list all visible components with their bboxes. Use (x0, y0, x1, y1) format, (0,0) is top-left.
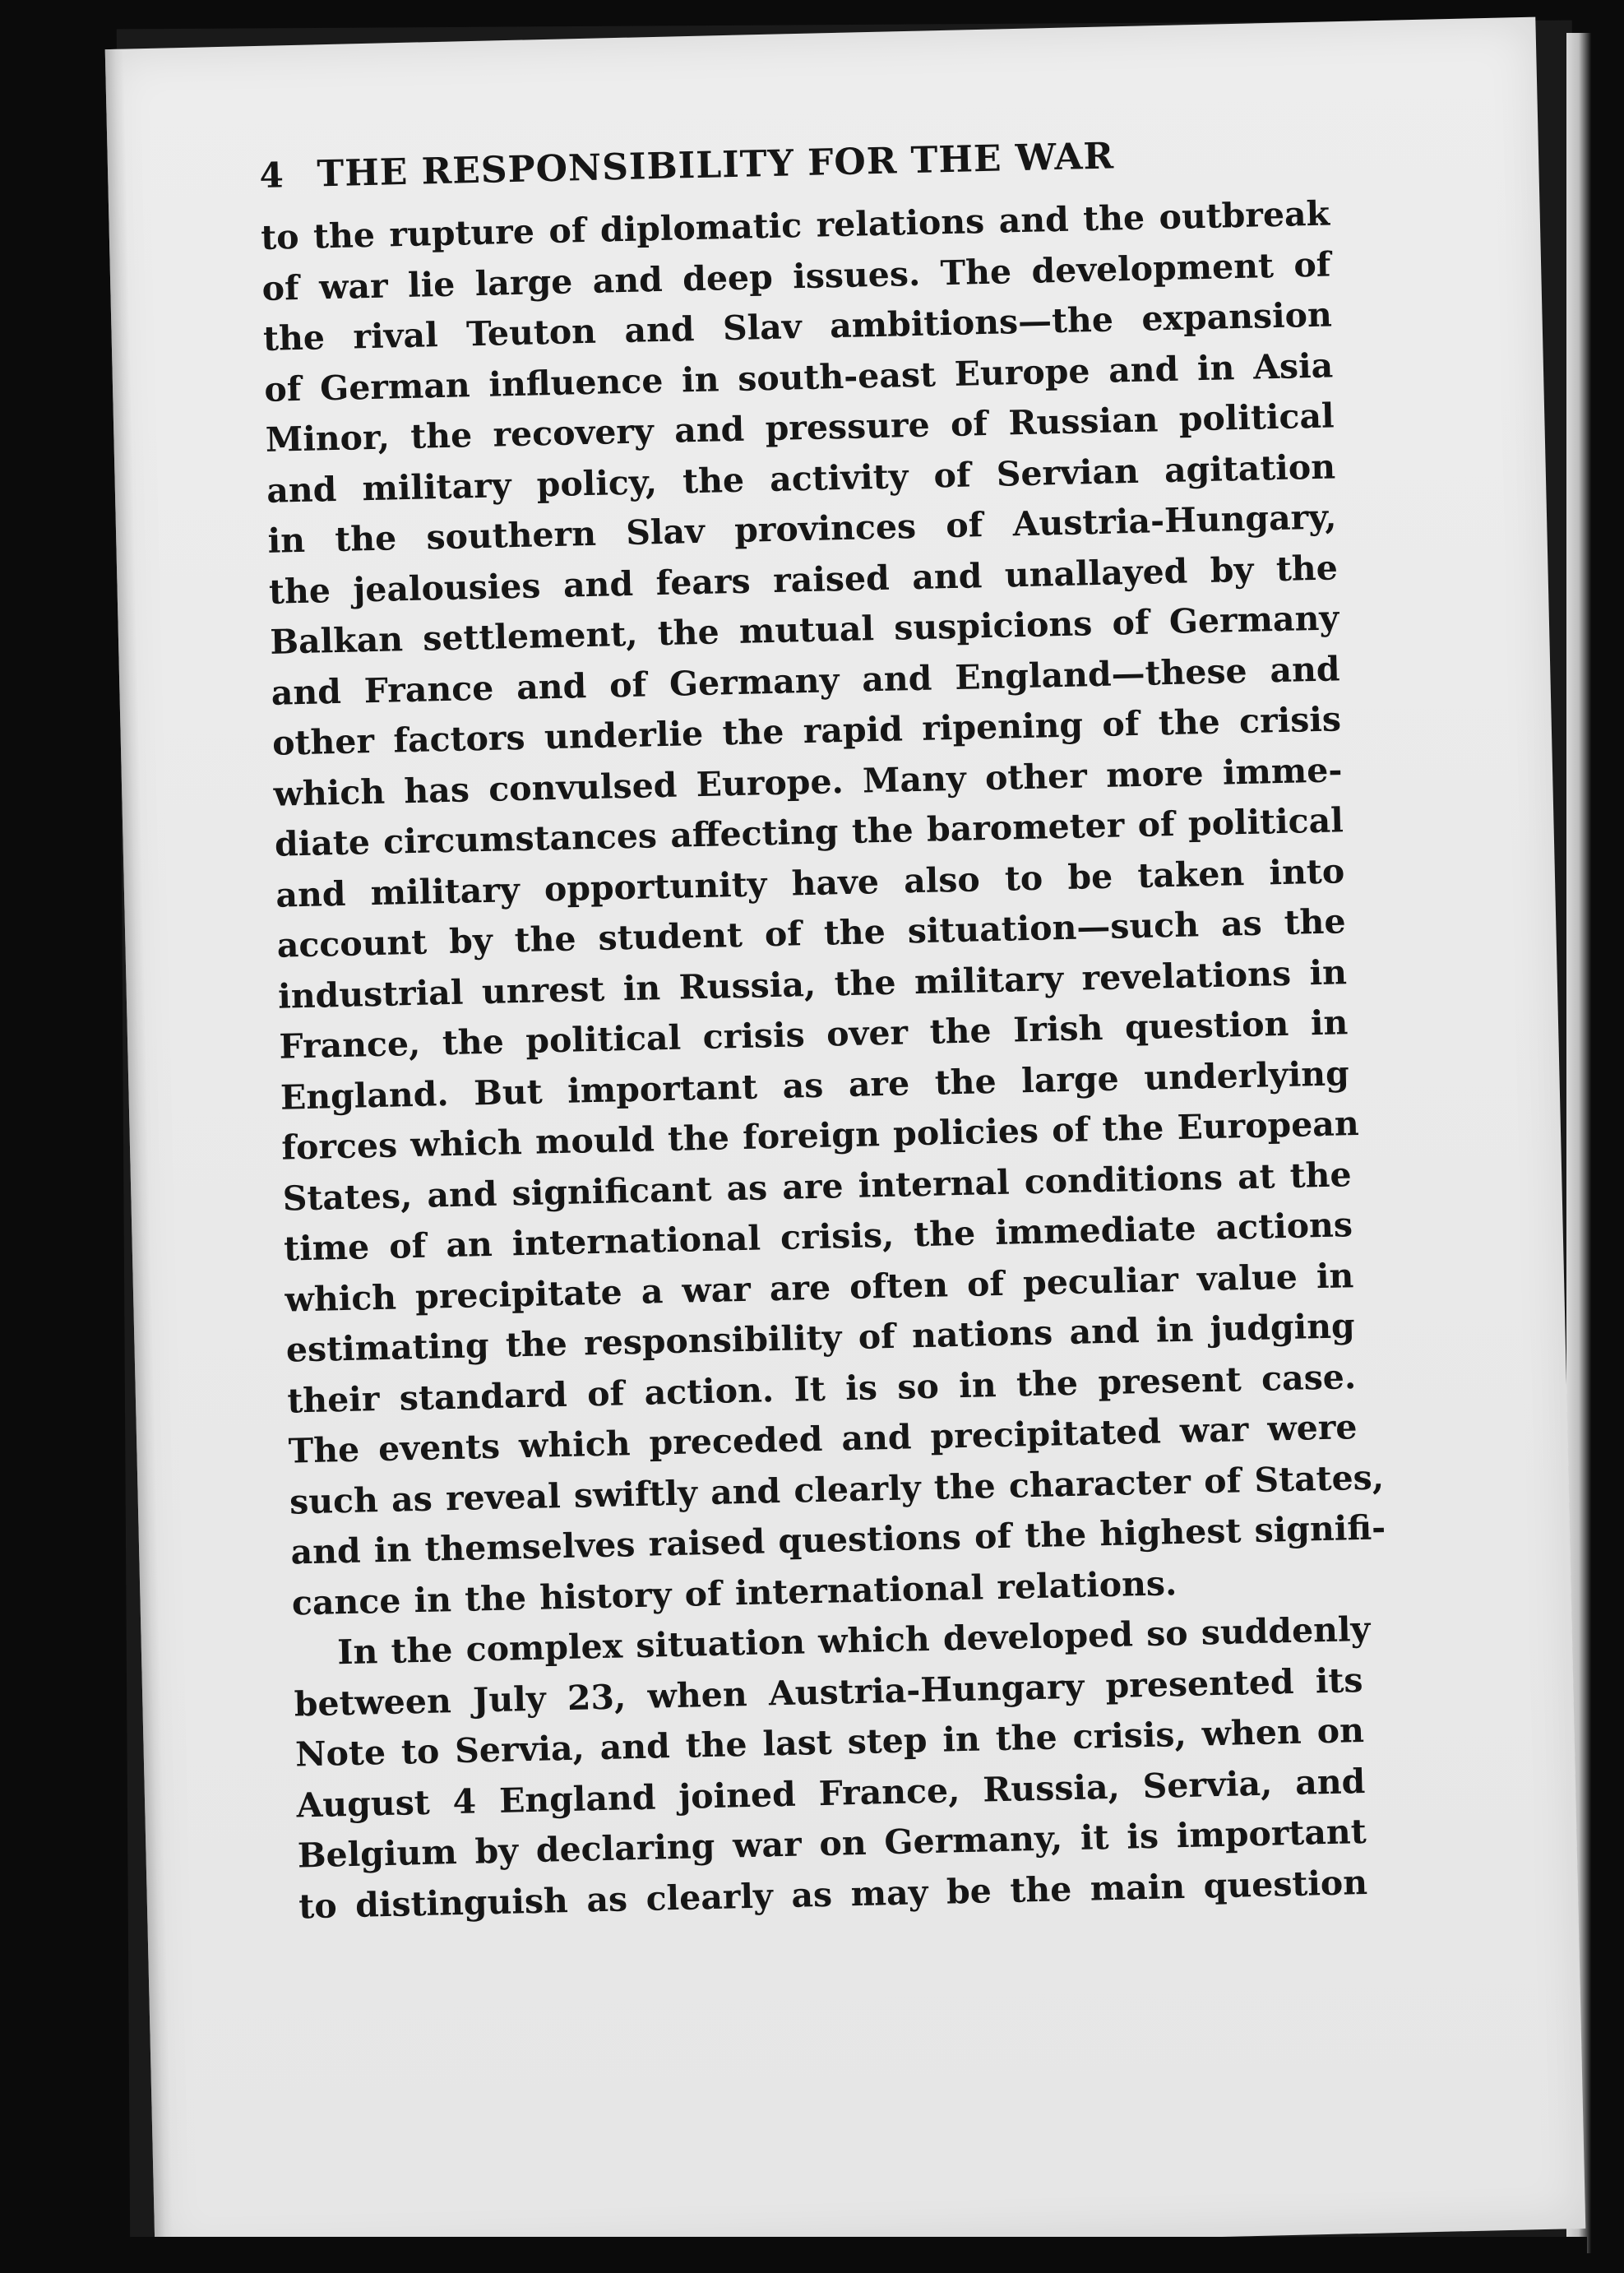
text-line: in the southern Slav provinces of Austria-Hungary, (267, 497, 1337, 561)
text-line: the rival Teuton and Slav ambitions—the expansion (262, 294, 1333, 359)
text-line: France, the political crisis over the Irish question in (279, 1002, 1349, 1067)
text-line: which has convulsed Europe. Many other more imme- (273, 749, 1343, 814)
text-line: August 4 England joined France, Russia, Servia, and (296, 1761, 1366, 1825)
body-text (260, 188, 1386, 1932)
paragraph-1 (260, 188, 1386, 1628)
text-line: England. But important as are the large underlying (280, 1053, 1350, 1118)
text-line: to the rupture of diplomatic relations and the outbreak (260, 193, 1330, 257)
text-line: of German influence in south-east Europe and in Asia (263, 345, 1334, 410)
scan-bottom-border (123, 2237, 1587, 2273)
text-line: other factors underlie the rapid ripening of the crisis (271, 699, 1342, 763)
text-line: In the complex situation which developed so suddenly (336, 1609, 1371, 1673)
text-line: time of an international crisis, the immediate actions (283, 1205, 1353, 1269)
text-line: such as reveal swiftly and clearly the character of States, (289, 1456, 1385, 1522)
running-head-title: THE RESPONSIBILITY FOR THE WAR (316, 135, 1115, 196)
text-line: diate circumstances affecting the barometer of political (274, 800, 1344, 864)
text-line: between July 23, when Austria-Hungary presented its (294, 1660, 1363, 1724)
text-line: States, and significant as are internal conditions at the (282, 1154, 1353, 1219)
text-line: to distinguish as clearly as may be the main question (298, 1862, 1368, 1926)
text-line: estimating the responsibility of nations and in judging (285, 1306, 1356, 1370)
paragraph-2 (293, 1604, 1371, 1932)
text-line: forces which mould the foreign policies of the European (280, 1103, 1360, 1168)
text-line: Belgium by declaring war on Germany, it is important (297, 1811, 1367, 1876)
text-line: which precipitate a war are often of peculiar value in (285, 1255, 1354, 1320)
text-line: Note to Servia, and the last step in the crisis, when on (294, 1711, 1365, 1775)
text-line: the jealousies and fears raised and unallayed by the (268, 547, 1339, 612)
text-line: and in themselves raised questions of the highest signifi- (290, 1507, 1386, 1572)
text-line: cance in the history of international relations. (291, 1562, 1178, 1623)
text-line: and France and of Germany and England—these and (271, 648, 1341, 713)
text-line: their standard of action. It is so in the present case. (286, 1356, 1357, 1421)
text-line: of war lie large and deep issues. The development of (261, 243, 1331, 308)
text-line: account by the student of the situation—such as the (276, 901, 1347, 965)
text-line: Balkan settlement, the mutual suspicions of Germany (269, 598, 1339, 662)
text-line: and military policy, the activity of Servian agitation (266, 446, 1336, 511)
text-line: and military opportunity have also to be taken into (275, 850, 1345, 915)
text-line: The events which preceded and precipitated war were (288, 1407, 1358, 1471)
page-number: 4 (259, 155, 285, 196)
text-line: industrial unrest in Russia, the military revelations in (277, 951, 1348, 1016)
text-line: Minor, the recovery and pressure of Russian political (265, 396, 1335, 460)
page-content (259, 131, 1386, 1933)
